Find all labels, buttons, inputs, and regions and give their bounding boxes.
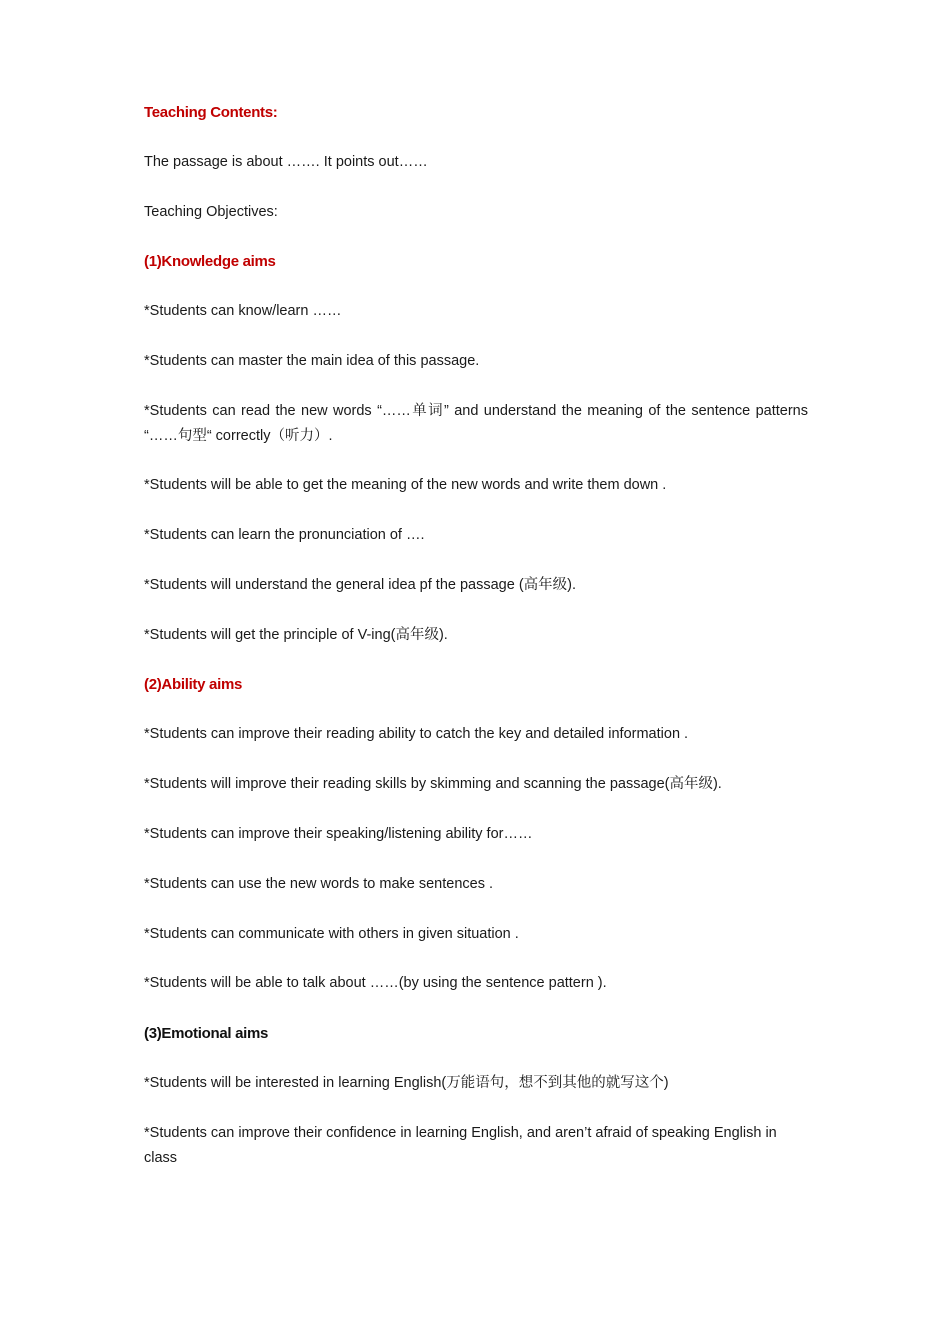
- list-item: *Students can communicate with others in given situation .: [144, 926, 519, 942]
- list-item: *Students can improve their speaking/listening ability for……: [144, 826, 533, 842]
- list-item: *Students will improve their reading skills by skimming and scanning the passage(高年级).: [144, 776, 722, 792]
- list-item: *Students can improve their confidence in learning English, and aren’t afraid of speaking English in class: [144, 1125, 777, 1166]
- section-heading-knowledge: (1)Knowledge aims: [144, 253, 276, 270]
- list-item: *Students will get the principle of V-ing(高年级).: [144, 627, 448, 643]
- contents-text: The passage is about ……. It points out……: [144, 154, 428, 170]
- objectives-label: Teaching Objectives:: [144, 204, 278, 220]
- list-item: *Students will be interested in learning English(万能语句，想不到其他的就写这个): [144, 1075, 669, 1091]
- section-heading-ability: (2)Ability aims: [144, 676, 243, 693]
- list-item: *Students can improve their reading ability to catch the key and detailed information .: [144, 726, 689, 742]
- list-item: *Students will be able to get the meaning of the new words and write them down .: [144, 477, 667, 493]
- list-item: *Students can use the new words to make sentences .: [144, 876, 494, 892]
- section-heading-emotional: (3)Emotional aims: [144, 1025, 269, 1042]
- list-item: *Students can master the main idea of this passage.: [144, 353, 480, 369]
- list-item: *Students can read the new words “……单词” and understand the meaning of the sentence patterns “……句型“ correctly（听力）.: [144, 403, 808, 444]
- list-item: *Students will understand the general idea pf the passage (高年级).: [144, 577, 577, 593]
- list-item: *Students can learn the pronunciation of ….: [144, 527, 425, 543]
- list-item: *Students will be able to talk about ……(by using the sentence pattern ).: [144, 975, 607, 991]
- list-item: *Students can know/learn ……: [144, 303, 342, 319]
- page-title: Teaching Contents:: [144, 104, 278, 121]
